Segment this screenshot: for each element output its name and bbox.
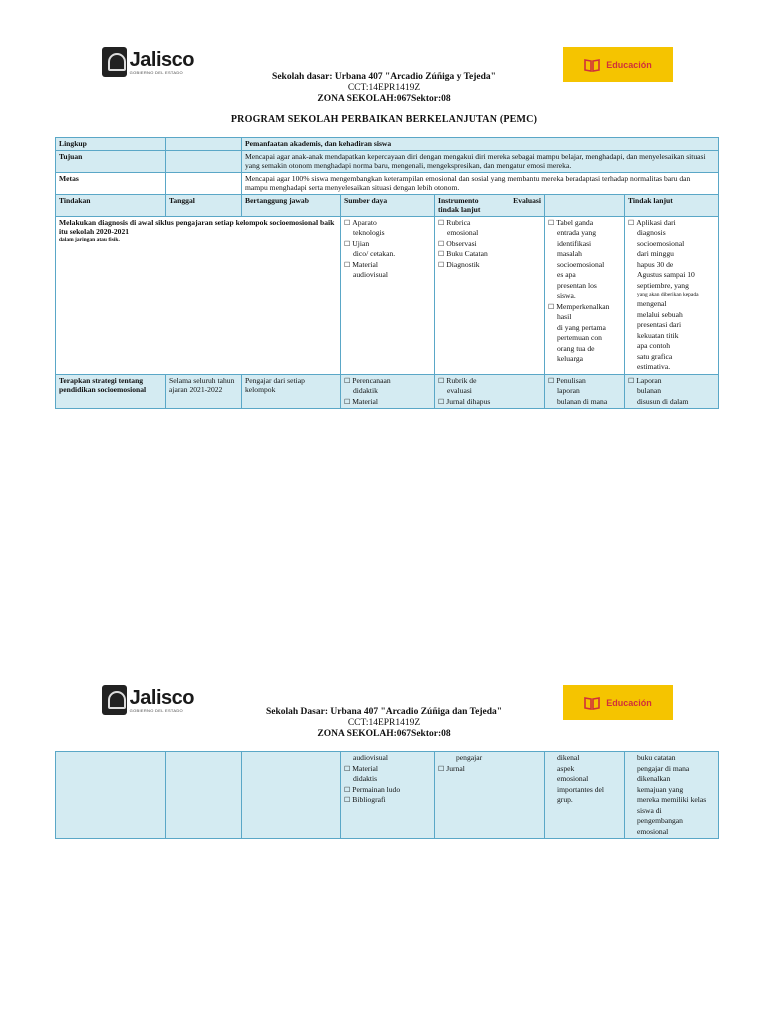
list-item: ☐ Diagnostik: [438, 260, 541, 271]
page2-header: [0, 707, 768, 740]
list-item: dico/ cetakan.: [353, 249, 396, 258]
list-item: mengenal: [637, 299, 667, 308]
list-item: orang tua de: [557, 343, 595, 353]
list-item: bulanan: [637, 386, 662, 395]
list-item: laporan: [557, 386, 580, 395]
list-item: dari minggu: [637, 249, 674, 258]
list-item: ☐ Aplikasi dari: [628, 218, 715, 229]
row2-tanggal: Selama seluruh tahun ajaran 2021-2022: [166, 374, 242, 409]
list-item: didaktis: [353, 774, 378, 783]
list-item: mereka memiliki kelas: [637, 795, 707, 804]
row1-evaluasi: [545, 216, 625, 374]
list-item: pertemuan con: [557, 333, 602, 342]
page1-header: [0, 69, 768, 105]
row-tujuan: [56, 150, 719, 172]
row3-instrumento: [435, 752, 545, 839]
list-item: identifikasi: [557, 238, 592, 248]
list-item: masalah: [557, 249, 582, 258]
list-item: importantes del: [557, 784, 605, 794]
list-item: ☐ Rubrica: [438, 218, 541, 229]
table-row-strategy: [56, 374, 719, 409]
list-item: satu grafica: [637, 351, 673, 361]
list-item: ☐ Perencanaan: [344, 376, 431, 387]
jalisco-logo-text: Jalisco: [129, 48, 194, 71]
list-item: ☐ Material: [344, 764, 431, 775]
col-instrumento: [435, 194, 545, 216]
book-icon: [584, 58, 600, 72]
row3-tindak-lanjut: [625, 752, 719, 839]
metas-value: Mencapai agar 100% siswa mengembangkan keterampilan emosional dan sosial yang membantu mereka beradaptasi terhadap normalitas baru dan mampu menghadapi serta menyelesaikan situasi dengan lebih otonom.: [242, 172, 719, 194]
list-item: presentan los: [557, 280, 597, 290]
list-item: ☐ Laporan: [628, 376, 715, 387]
row1-tindakan-text: Melakukan diagnosis di awal siklus pengajaran setiap kelompok socioemosional baik itu sekolah 2020-2021: [59, 217, 335, 236]
school-name: Sekolah Dasar: Urbana 407 "Arcadio Zúñiga dan Tejeda": [265, 707, 503, 717]
row1-instrumento: [435, 216, 545, 374]
col-sumber-daya: Sumber daya: [341, 194, 435, 216]
list-item: es apa: [557, 270, 576, 279]
list-item: audiovisual: [353, 753, 389, 762]
jalisco-logo-subtext: GOBIERNO DEL ESTADO: [129, 707, 183, 713]
col-tindakan: Tindakan: [56, 194, 166, 216]
row3-sumber: [341, 752, 435, 839]
list-item: siswa.: [557, 291, 576, 300]
education-logo-text: Educación: [606, 697, 652, 708]
list-item: entrada yang: [557, 228, 597, 237]
list-item: ☐ Rubrik de: [438, 376, 541, 387]
table-row-diagnosis: [56, 216, 719, 374]
col-instrumento-sub: tindak lanjut: [438, 205, 481, 214]
list-item: emosional: [557, 774, 589, 783]
list-item: presentasi dari: [637, 320, 682, 329]
list-item: kemajuan yang: [637, 784, 684, 794]
row3-evaluasi: [545, 752, 625, 839]
list-item: ☐ Ujian: [344, 239, 431, 250]
list-item: keluarga: [557, 354, 584, 363]
row2-instrumento: [435, 374, 545, 409]
col-bertanggung-jawab: Bertanggung jawab: [242, 194, 341, 216]
pemc-table-continued: [55, 751, 719, 839]
row2-bertanggung: Pengajar dari setiap kelompok: [242, 374, 341, 409]
list-item: teknologis: [353, 228, 385, 237]
row2-tindakan: Terapkan strategi tentang pendidikan socioemosional: [56, 374, 166, 409]
tujuan-label: Tujuan: [56, 150, 166, 172]
school-zone: ZONA SEKOLAH:067Sektor:08: [317, 729, 451, 739]
list-item: disusun di dalam: [637, 396, 689, 406]
col-tanggal: Tanggal: [166, 194, 242, 216]
list-item: hapus 30 de: [637, 259, 674, 269]
list-item: apa contoh: [637, 341, 671, 350]
list-item: ☐ Tabel ganda: [548, 218, 621, 229]
list-item: septiembre, yang: [637, 280, 689, 290]
row1-tindak-lanjut: [625, 216, 719, 374]
col-evaluasi-label: Evaluasi: [513, 195, 541, 205]
pemc-table: [55, 137, 719, 409]
jalisco-logo-subtext: GOBIERNO DEL ESTADO: [129, 69, 183, 75]
list-item: ☐ Aparato: [344, 218, 431, 229]
list-item: ☐ Permainan ludo: [344, 785, 431, 796]
list-item: siswa di: [637, 805, 662, 815]
list-item: ☐ Material: [344, 260, 431, 271]
document-title: PROGRAM SEKOLAH PERBAIKAN BERKELANJUTAN (PEMC): [230, 114, 538, 125]
row1-tindakan-note: dalam jaringan atau fisik.: [59, 236, 120, 243]
col-tindak-lanjut: Tindak lanjut: [625, 194, 719, 216]
list-item: audiovisual: [353, 270, 389, 279]
list-item: di yang pertama: [557, 322, 606, 332]
list-item: socioemosional: [557, 259, 605, 269]
list-item: evaluasi: [447, 386, 472, 395]
metas-label: Metas: [56, 172, 166, 194]
list-item: ☐ Bibliografi: [344, 795, 431, 806]
list-item: emosional: [637, 826, 669, 836]
lingkup-value: Pemanfaatan akademis, dan kehadiran siswa: [242, 138, 719, 151]
list-item: diagnosis: [637, 228, 666, 237]
list-item: emosional: [447, 228, 479, 237]
list-item: dikenalkan: [637, 774, 671, 783]
list-item: ☐ Penulisan: [548, 376, 621, 387]
school-cct: CCT:14EPR1419Z: [347, 83, 421, 93]
list-item: ☐ Observasi: [438, 239, 541, 250]
list-item: didaktik: [353, 386, 378, 395]
row-column-headers: [56, 194, 719, 216]
row2-tindak-lanjut: [625, 374, 719, 409]
col-instrumento-label: Instrumento: [438, 195, 479, 205]
row-lingkup: [56, 138, 719, 151]
list-item: pengajar: [456, 753, 483, 762]
list-item: pengajar di mana: [637, 763, 690, 773]
list-item: ☐ Buku Catatan: [438, 249, 541, 260]
tujuan-value: Mencapai agar anak-anak mendapatkan kepercayaan diri dengan mengakui diri mereka sebagai mampu belajar, menghadapi, dan menyelesaikan situasi yang semakin otonom menghadapi norma baru, mengenali, mengekspresikan, dan mengatur emosi mereka.: [242, 150, 719, 172]
list-item: grup.: [557, 795, 573, 804]
list-item: socioemosional: [637, 238, 685, 248]
row1-sumber: [341, 216, 435, 374]
education-logo-text: Educación: [606, 59, 652, 70]
table-row-continued: [56, 752, 719, 839]
school-cct: CCT:14EPR1419Z: [347, 718, 421, 728]
row2-sumber: [341, 374, 435, 409]
lingkup-label: Lingkup: [56, 138, 166, 151]
list-item: dikenal: [557, 753, 580, 762]
list-item: ☐ Jurnal: [438, 764, 541, 775]
list-item: buku catatan: [637, 753, 676, 762]
school-zone: ZONA SEKOLAH:067Sektor:08: [317, 94, 451, 104]
row-metas: [56, 172, 719, 194]
list-item: estimativa.: [637, 362, 671, 371]
list-item: ☐ Material: [344, 397, 431, 408]
list-item: bulanan di mana: [557, 396, 608, 406]
row1-tindakan: [56, 216, 341, 374]
list-item: kekuatan titik: [637, 330, 679, 340]
row2-evaluasi: [545, 374, 625, 409]
list-item: melalui sebuah: [637, 309, 683, 319]
list-item: pengembangan: [637, 816, 683, 825]
list-item: Agustus sampai 10: [637, 270, 695, 279]
list-item: hasil: [557, 312, 572, 321]
school-name: Sekolah dasar: Urbana 407 "Arcadio Zúñiga y Tejeda": [272, 72, 496, 82]
list-item: ☐ Jurnal dihapus: [438, 397, 541, 408]
list-item: ☐ Memperkenalkan: [548, 302, 621, 313]
list-item: yang akan diberikan kepada: [637, 292, 699, 298]
list-item: aspek: [557, 763, 575, 773]
jalisco-logo-text: Jalisco: [129, 686, 194, 709]
